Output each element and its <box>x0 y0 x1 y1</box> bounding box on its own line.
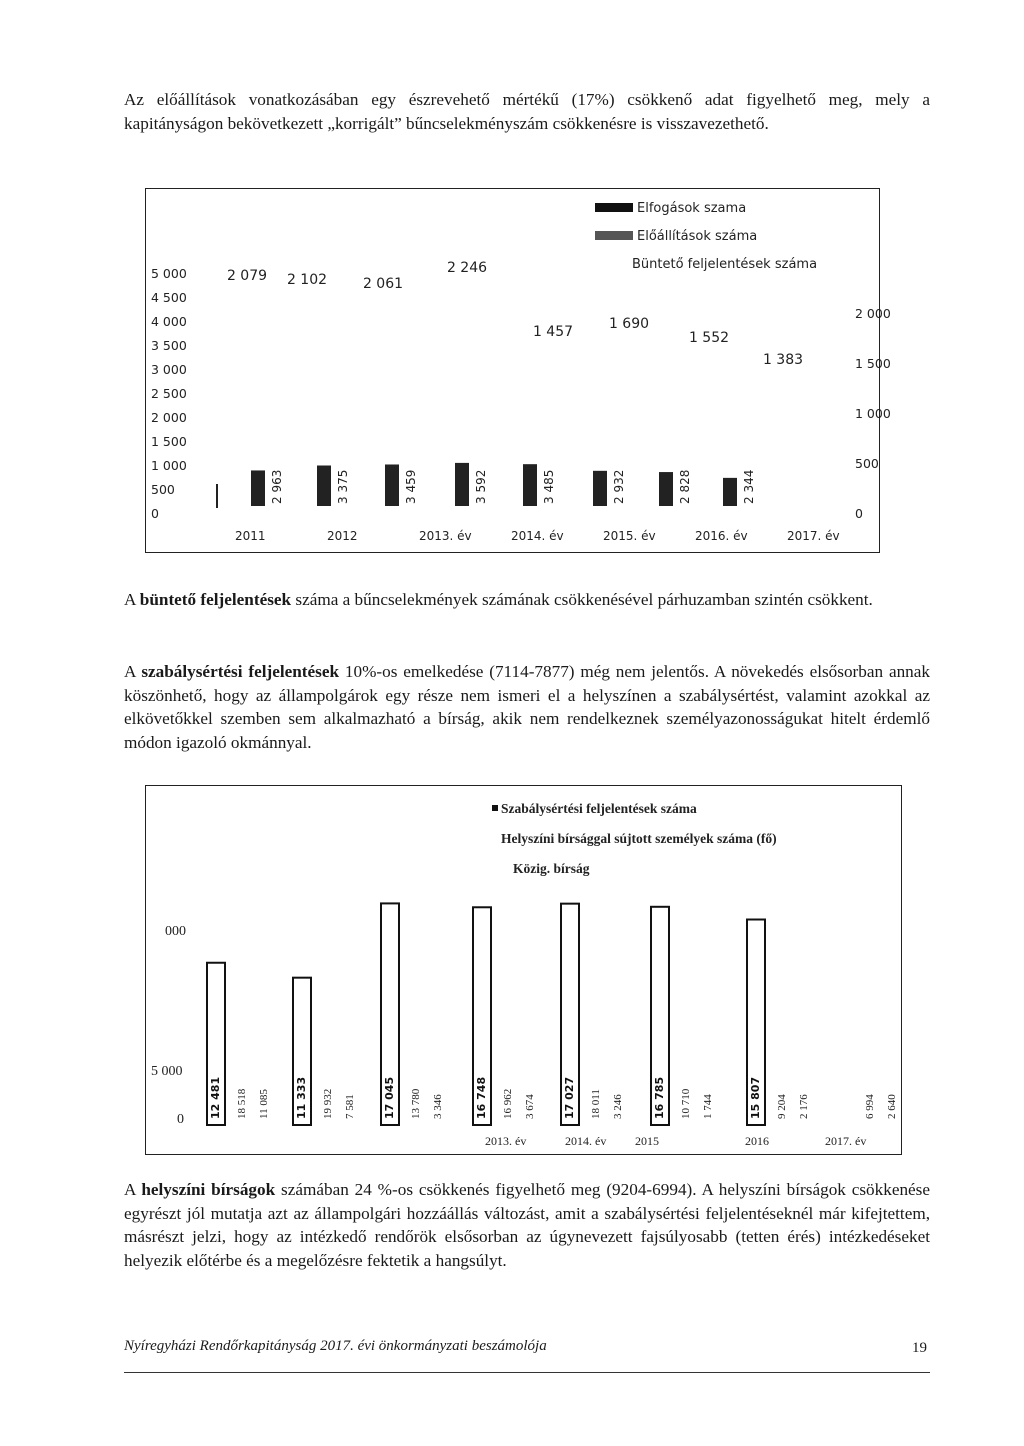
arrest-value-label: 2 061 <box>362 276 404 292</box>
p3-pre: A <box>124 662 142 681</box>
x-year-label: 2013. év <box>419 529 472 543</box>
paragraph-arrests: Az előállítások vonatkozásában egy észrevehető mértékű (17%) csökkenő adat figyelhető meg, mely a kapitányságon bekövetkezett „korrigált” bűncselekményszám csökkenésre is visszavezethető. <box>124 90 930 133</box>
legend-swatch <box>595 231 633 240</box>
p3-bold: szabálysértési feljelentések <box>141 662 340 681</box>
admin-fine-value-label: 3 246 <box>612 1094 624 1119</box>
footer-title: Nyíregyházi Rendőrkapitányság 2017. évi önkormányzati beszámolója <box>124 1338 547 1354</box>
arrest-value-label: 2 079 <box>226 268 268 284</box>
bar-criminal-reports <box>659 472 673 506</box>
y-tick-left: 3 000 <box>151 362 187 377</box>
x-year-label: 2013. év <box>485 1134 527 1148</box>
y-tick-right: 2 000 <box>855 306 891 321</box>
bar-value-label: 17 045 <box>383 1076 396 1119</box>
bar-value-label: 3 485 <box>542 469 556 504</box>
y-tick-right: 0 <box>855 506 863 521</box>
fine-value-label: 18 518 <box>236 1088 248 1119</box>
y-tick-left: 1 000 <box>151 458 187 473</box>
bar-criminal-reports <box>593 471 607 506</box>
bar-value-label: 12 481 <box>209 1076 222 1119</box>
bar-value-label: 3 459 <box>404 469 418 504</box>
bar-value-label: 17 027 <box>563 1076 576 1119</box>
y-tick-right: 1 000 <box>855 406 891 421</box>
bar-value-label: 2 344 <box>742 469 756 504</box>
admin-fine-value-label: 2 176 <box>798 1094 810 1119</box>
p4-post: számában 24 %-os csökkenés figyelhető meg (9204-6994). A helyszíni bírságok csökkenése egyrészt jól mutatja azt az állampolgári hozzáállás változást, amit a szabálysértési feljelentéseknél már kifejtettem, másrészt jelzi, hogy az intézkedő rendőrök elsősorban az úgynevezett fajsúlyosabb (tetten érés) intézkedéseket helyezik előtérbe és a megelőzésre fektetik a hangsúlyt. <box>124 1180 930 1270</box>
p3-post: 10%-os emelkedése (7114-7877) még nem jelentős. A növekedés elsősorban annak köszönhető, hogy az állampolgárok egy része nem ismeri el a helyszínen a szabálysértést, valamint azokkal az elkövetőkkel szemben sem alkalmazható a bírság, akik nem rendelkeznek személyazonosságukat hitelt érdemlő módon igazoló okmánnyal. <box>124 662 930 752</box>
x-year-label: 2017. év <box>787 529 840 543</box>
arrest-value-label: 2 102 <box>286 272 328 288</box>
bar-criminal-reports <box>455 463 469 506</box>
chart-misdemeanors <box>145 785 902 1155</box>
y-tick: 5 000 <box>151 1064 183 1079</box>
legend-label: Szabálysértési feljelentések száma <box>501 801 697 816</box>
paragraph-misdemeanor-reports <box>124 660 930 754</box>
p2-bold: büntető feljelentések <box>139 590 292 609</box>
x-year-label: 2014. év <box>565 1134 607 1148</box>
admin-fine-value-label: 1 744 <box>702 1094 714 1119</box>
fine-value-label: 18 011 <box>590 1089 602 1119</box>
bar-criminal-reports <box>723 478 737 506</box>
fine-value-label: 13 780 <box>410 1088 422 1119</box>
y-tick-right: 1 500 <box>855 356 891 371</box>
y-tick-left: 4 000 <box>151 314 187 329</box>
legend-label: Büntető feljelentések száma <box>632 257 818 272</box>
arrest-value-label: 1 552 <box>688 330 730 346</box>
fine-value-label: 19 932 <box>322 1088 334 1119</box>
y-tick-left: 4 500 <box>151 290 187 305</box>
y-tick-right: 500 <box>855 456 879 471</box>
arrest-value-label: 2 246 <box>446 260 488 276</box>
y-tick-left: 2 000 <box>151 410 187 425</box>
y-tick: 0 <box>177 1112 184 1127</box>
bar-value-label: 11 333 <box>295 1076 308 1119</box>
x-year-label: 2012 <box>327 529 358 543</box>
chart-arrests-svg <box>145 188 891 553</box>
bar-criminal-reports <box>317 466 331 507</box>
y-tick-left: 0 <box>151 506 159 521</box>
legend-label: Helyszíni bírsággal sújtott személyek száma (fő) <box>501 831 777 846</box>
p4-pre: A <box>124 1180 142 1199</box>
bar-criminal-reports <box>251 470 265 506</box>
bar-value-label: 2 828 <box>678 469 692 504</box>
y-tick: 000 <box>165 924 186 939</box>
footer-rule <box>124 1372 930 1373</box>
paragraph-criminal-reports <box>124 588 930 612</box>
fine-value-label: 9 204 <box>776 1094 788 1119</box>
x-year-label: 2014. év <box>511 529 564 543</box>
chart-arrests <box>145 188 891 553</box>
legend-label: Előállítások száma <box>637 229 758 244</box>
admin-fine-value-label: 7 581 <box>344 1094 356 1119</box>
x-year-label: 2015. év <box>603 529 656 543</box>
bar-value-label: 16 785 <box>653 1076 666 1119</box>
bar-criminal-reports <box>523 464 537 506</box>
y-tick-left: 1 500 <box>151 434 187 449</box>
p2-post: száma a bűncselekmények számának csökkenésével párhuzamban szintén csökkent. <box>291 590 873 609</box>
fine-value-label: 16 962 <box>502 1088 514 1119</box>
fine-value-label: 10 710 <box>680 1088 692 1119</box>
arrest-value-label: 1 383 <box>762 352 804 368</box>
bar-value-label: 16 748 <box>475 1076 488 1119</box>
arrest-value-label: 1 457 <box>532 324 574 340</box>
y-tick-left: 500 <box>151 482 175 497</box>
legend-label: Elfogások szama <box>637 201 747 216</box>
x-year-label: 2016. év <box>695 529 748 543</box>
x-year-label: 2017. év <box>825 1134 867 1148</box>
x-year-label: 2016 <box>745 1134 769 1148</box>
chart-misdemeanors-svg <box>145 785 902 1155</box>
legend-swatch <box>595 203 633 212</box>
paragraph-onsite-fines <box>124 1178 930 1272</box>
fine-value-label: 6 994 <box>864 1094 876 1119</box>
x-year-label: 2015 <box>635 1134 659 1148</box>
y-tick-left: 5 000 <box>151 266 187 281</box>
p4-bold: helyszíni bírságok <box>141 1180 276 1199</box>
bar-value-label: 15 807 <box>749 1076 762 1119</box>
y-tick-left: 2 500 <box>151 386 187 401</box>
arrest-value-label: 1 690 <box>608 316 650 332</box>
bar-value-label: 2 963 <box>270 469 284 504</box>
bar-value-label: 3 375 <box>336 469 350 504</box>
y-tick-left: 3 500 <box>151 338 187 353</box>
bar-value-label: 2 932 <box>612 469 626 504</box>
legend-square <box>492 805 498 811</box>
admin-fine-value-label: 3 674 <box>524 1094 536 1119</box>
x-year-label: 2011 <box>235 529 266 543</box>
bar-criminal-reports <box>385 464 399 506</box>
p2-pre: A <box>124 590 140 609</box>
admin-fine-value-label: 2 640 <box>886 1094 898 1119</box>
page-number: 19 <box>912 1340 927 1356</box>
legend-label: Közig. bírság <box>513 861 590 876</box>
admin-fine-value-label: 11 085 <box>258 1089 270 1119</box>
bar-value-label: 3 592 <box>474 469 488 504</box>
admin-fine-value-label: 3 346 <box>432 1094 444 1119</box>
